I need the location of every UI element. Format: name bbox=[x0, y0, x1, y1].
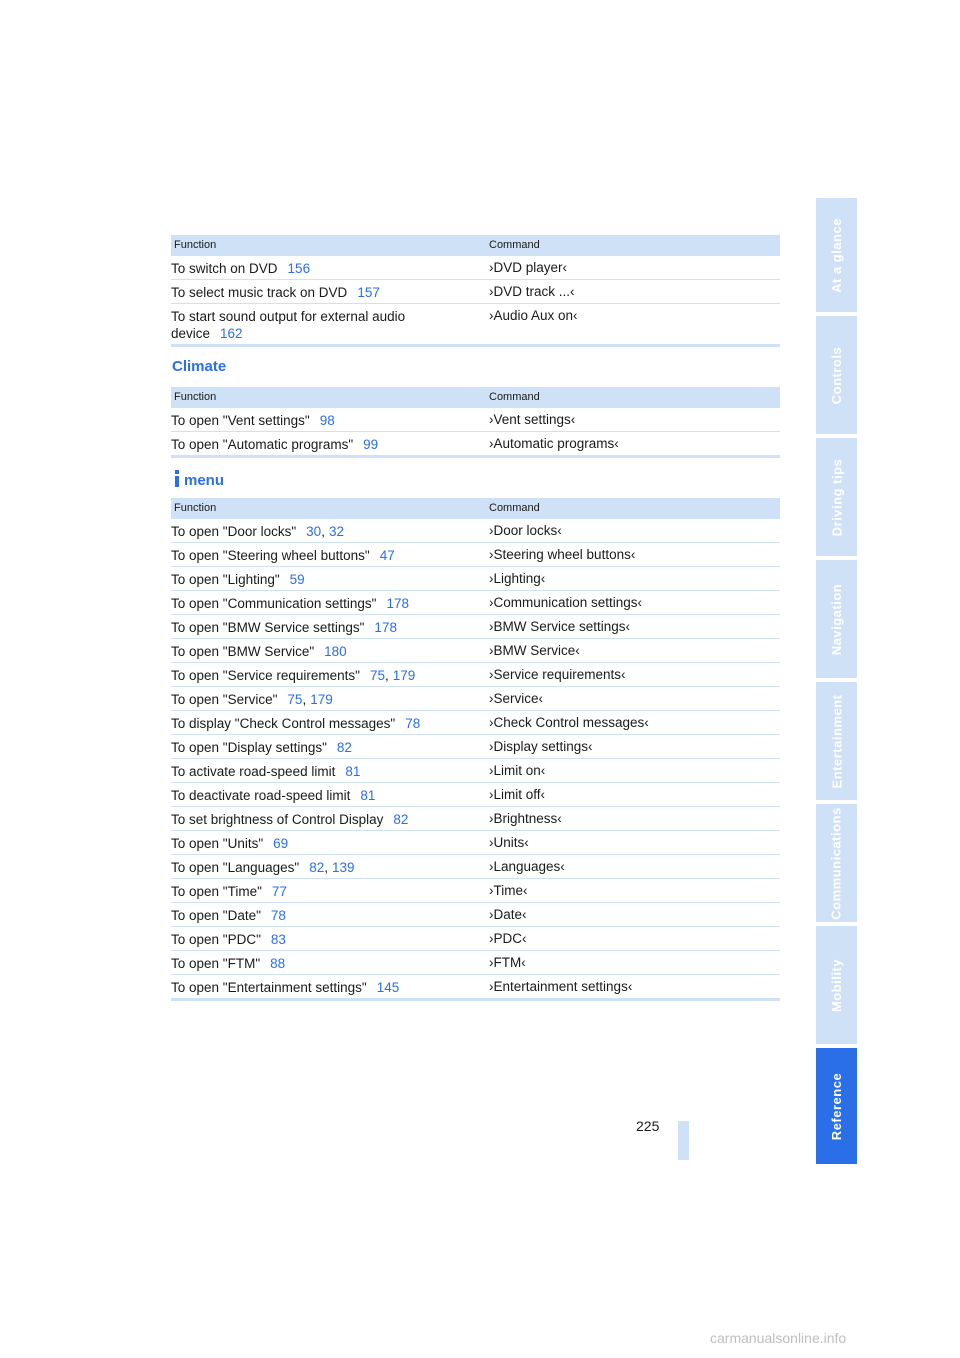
header-command: Command bbox=[489, 502, 540, 514]
table-row bbox=[171, 927, 780, 951]
function-text: To open "Communication settings" bbox=[171, 596, 377, 611]
command-cell: ›Time‹ bbox=[489, 883, 528, 898]
function-text: To open "Units" bbox=[171, 836, 264, 851]
function-text: To open "Automatic programs" bbox=[171, 437, 354, 452]
sidebar-tab-mobility[interactable] bbox=[816, 926, 857, 1044]
sidebar-tab-label: Controls bbox=[829, 346, 845, 404]
function-cell bbox=[171, 763, 471, 780]
command-cell: ›Door locks‹ bbox=[489, 523, 562, 538]
function-cell bbox=[171, 643, 471, 660]
header-command: Command bbox=[489, 391, 540, 403]
command-cell: ›PDC‹ bbox=[489, 931, 527, 946]
command-cell: ›Automatic programs‹ bbox=[489, 436, 619, 451]
function-text: To open "BMW Service settings" bbox=[171, 620, 365, 635]
command-cell: ›Lighting‹ bbox=[489, 571, 546, 586]
page-link[interactable]: 157 bbox=[357, 285, 380, 300]
page-link[interactable]: 75 bbox=[369, 668, 385, 683]
page-link[interactable]: 78 bbox=[270, 908, 286, 923]
function-text: To switch on DVD bbox=[171, 261, 278, 276]
table-row bbox=[171, 663, 780, 687]
page-separator: , bbox=[321, 524, 325, 539]
page-link[interactable]: 75 bbox=[287, 692, 303, 707]
function-text: To open "Lighting" bbox=[171, 572, 280, 587]
page-link[interactable]: 178 bbox=[374, 620, 397, 635]
table-row bbox=[171, 615, 780, 639]
function-cell bbox=[171, 691, 471, 708]
function-text: To open "Time" bbox=[171, 884, 262, 899]
table-row bbox=[171, 256, 780, 280]
function-cell bbox=[171, 979, 471, 996]
dvd-table bbox=[171, 235, 780, 347]
page-link[interactable]: 162 bbox=[220, 326, 243, 341]
sidebar-tab-reference[interactable] bbox=[816, 1048, 857, 1164]
imenu-heading-text: menu bbox=[184, 472, 225, 489]
header-command: Command bbox=[489, 239, 540, 251]
function-cell bbox=[171, 412, 471, 429]
sidebar-tab-label: Driving tips bbox=[829, 458, 845, 536]
function-text: To deactivate road-speed limit bbox=[171, 788, 351, 803]
watermark: carmanualsonline.info bbox=[710, 1330, 847, 1346]
sidebar-tab-label: Mobility bbox=[829, 958, 845, 1012]
function-cell bbox=[171, 859, 471, 876]
page-link[interactable]: 81 bbox=[360, 788, 376, 803]
table-row bbox=[171, 759, 780, 783]
table-header bbox=[171, 498, 780, 519]
function-cell bbox=[171, 955, 471, 972]
command-cell: ›BMW Service‹ bbox=[489, 643, 580, 658]
header-function: Function bbox=[174, 502, 217, 514]
function-cell bbox=[171, 667, 471, 684]
page-number: 225 bbox=[636, 1118, 660, 1134]
command-cell: ›Service requirements‹ bbox=[489, 667, 626, 682]
page-link[interactable]: 83 bbox=[270, 932, 286, 947]
command-cell: ›Entertainment settings‹ bbox=[489, 979, 633, 994]
function-text: To set brightness of Control Display bbox=[171, 812, 384, 827]
table-row bbox=[171, 519, 780, 543]
function-text: To open "Date" bbox=[171, 908, 261, 923]
function-text: To activate road-speed limit bbox=[171, 764, 336, 779]
table-row bbox=[171, 951, 780, 975]
sidebar-tab-label: Communications bbox=[829, 806, 844, 920]
page-link[interactable]: 69 bbox=[273, 836, 289, 851]
function-cell bbox=[171, 619, 471, 636]
table-row bbox=[171, 855, 780, 879]
function-cell bbox=[171, 931, 471, 948]
page-link[interactable]: 88 bbox=[270, 956, 286, 971]
command-cell: ›FTM‹ bbox=[489, 955, 526, 970]
table-row bbox=[171, 879, 780, 903]
command-cell: ›Date‹ bbox=[489, 907, 527, 922]
table-row bbox=[171, 432, 780, 456]
function-cell bbox=[171, 308, 471, 342]
function-cell bbox=[171, 547, 471, 564]
page-link[interactable]: 178 bbox=[386, 596, 409, 611]
function-cell bbox=[171, 739, 471, 756]
sidebar-tab-label: Reference bbox=[829, 1072, 844, 1140]
page-link[interactable]: 82 bbox=[393, 812, 409, 827]
command-cell: ›Units‹ bbox=[489, 835, 529, 850]
function-cell bbox=[171, 715, 471, 732]
sidebar-tab-at-a-glance[interactable] bbox=[816, 198, 857, 312]
command-cell: ›Service‹ bbox=[489, 691, 544, 706]
table-row bbox=[171, 711, 780, 735]
command-cell: ›Audio Aux on‹ bbox=[489, 308, 578, 323]
page-link[interactable]: 32 bbox=[328, 524, 344, 539]
function-cell bbox=[171, 787, 471, 804]
command-cell: ›Limit off‹ bbox=[489, 787, 546, 802]
table-row bbox=[171, 735, 780, 759]
command-cell: ›Communication settings‹ bbox=[489, 595, 643, 610]
page-link[interactable]: 180 bbox=[324, 644, 347, 659]
sidebar-tab-navigation[interactable] bbox=[816, 560, 857, 678]
function-cell bbox=[171, 907, 471, 924]
page-separator: , bbox=[324, 860, 328, 875]
page-link[interactable]: 98 bbox=[319, 413, 335, 428]
page-link[interactable]: 179 bbox=[392, 668, 416, 683]
page-link[interactable]: 82 bbox=[336, 740, 352, 755]
command-cell: ›DVD player‹ bbox=[489, 260, 568, 275]
page-link[interactable]: 30 bbox=[306, 524, 322, 539]
command-cell: ›Languages‹ bbox=[489, 859, 565, 874]
function-text: To open "Languages" bbox=[171, 860, 300, 875]
function-cell bbox=[171, 883, 471, 900]
climate-table bbox=[171, 387, 780, 458]
function-cell bbox=[171, 436, 471, 453]
function-text: To open "Service" bbox=[171, 692, 278, 707]
function-cell bbox=[171, 811, 471, 828]
table-row bbox=[171, 543, 780, 567]
sidebar-tab-driving-tips[interactable] bbox=[816, 438, 857, 556]
function-text: To open "Door locks" bbox=[171, 524, 297, 539]
page-separator: , bbox=[384, 668, 389, 683]
function-text: To open "BMW Service" bbox=[171, 644, 315, 659]
table-row bbox=[171, 567, 780, 591]
command-cell: ›Steering wheel buttons‹ bbox=[489, 547, 636, 562]
page-link[interactable]: 77 bbox=[271, 884, 287, 899]
table-row bbox=[171, 783, 780, 807]
function-text: To start sound output for external audio device bbox=[171, 309, 406, 341]
table-row bbox=[171, 639, 780, 663]
page-link[interactable]: 81 bbox=[345, 764, 361, 779]
function-cell bbox=[171, 260, 471, 277]
sidebar-tab-entertainment[interactable] bbox=[816, 682, 857, 800]
table-header bbox=[171, 387, 780, 408]
sidebar-tab-communications[interactable] bbox=[816, 804, 857, 922]
command-cell: ›Limit on‹ bbox=[489, 763, 546, 778]
header-function: Function bbox=[174, 239, 217, 251]
table-row bbox=[171, 304, 780, 345]
table-row bbox=[171, 831, 780, 855]
page-separator: , bbox=[302, 692, 307, 707]
header-function: Function bbox=[174, 391, 217, 403]
chapter-sidebar bbox=[816, 198, 857, 1160]
function-text: To display "Check Control messages" bbox=[171, 716, 396, 731]
function-text: To open "PDC" bbox=[171, 932, 261, 947]
table-header bbox=[171, 235, 780, 256]
command-cell: ›Check Control messages‹ bbox=[489, 715, 649, 730]
function-cell bbox=[171, 835, 471, 852]
table-row bbox=[171, 807, 780, 831]
command-cell: ›BMW Service settings‹ bbox=[489, 619, 631, 634]
function-text: To open "FTM" bbox=[171, 956, 261, 971]
table-row bbox=[171, 591, 780, 615]
table-row bbox=[171, 280, 780, 304]
function-text: To select music track on DVD bbox=[171, 285, 348, 300]
function-text: To open "Vent settings" bbox=[171, 413, 310, 428]
sidebar-tab-label: At a glance bbox=[829, 217, 845, 293]
page-link[interactable]: 82 bbox=[309, 860, 325, 875]
function-text: To open "Steering wheel buttons" bbox=[171, 548, 370, 563]
function-text: To open "Entertainment settings" bbox=[171, 980, 367, 995]
function-cell bbox=[171, 571, 471, 588]
table-row bbox=[171, 903, 780, 927]
imenu-heading bbox=[172, 470, 224, 489]
table-row bbox=[171, 687, 780, 711]
page-link[interactable]: 179 bbox=[310, 692, 333, 707]
sidebar-tab-controls[interactable] bbox=[816, 316, 857, 434]
page-number-bar bbox=[678, 1121, 689, 1160]
sidebar-tab-label: Entertainment bbox=[829, 694, 844, 788]
imenu-table bbox=[171, 498, 780, 1001]
function-cell bbox=[171, 284, 471, 301]
table-row bbox=[171, 975, 780, 999]
page-link[interactable]: 139 bbox=[332, 860, 355, 875]
page-link[interactable]: 78 bbox=[405, 716, 421, 731]
function-cell bbox=[171, 523, 471, 540]
page-link[interactable]: 156 bbox=[287, 261, 311, 276]
page-link[interactable]: 59 bbox=[289, 572, 305, 587]
command-cell: ›Display settings‹ bbox=[489, 739, 593, 754]
function-cell bbox=[171, 595, 471, 612]
command-cell: ›Brightness‹ bbox=[489, 811, 562, 826]
function-text: To open "Display settings" bbox=[171, 740, 327, 755]
command-cell: ›Vent settings‹ bbox=[489, 412, 576, 427]
sidebar-tab-label: Navigation bbox=[829, 583, 844, 655]
function-text: To open "Service requirements" bbox=[171, 668, 360, 683]
command-cell: ›DVD track ...‹ bbox=[489, 284, 575, 299]
page-link[interactable]: 145 bbox=[376, 980, 400, 995]
table-row bbox=[171, 408, 780, 432]
page-link[interactable]: 99 bbox=[363, 437, 379, 452]
info-i-icon bbox=[172, 470, 182, 487]
page-link[interactable]: 47 bbox=[379, 548, 395, 563]
climate-heading: Climate bbox=[172, 358, 227, 375]
